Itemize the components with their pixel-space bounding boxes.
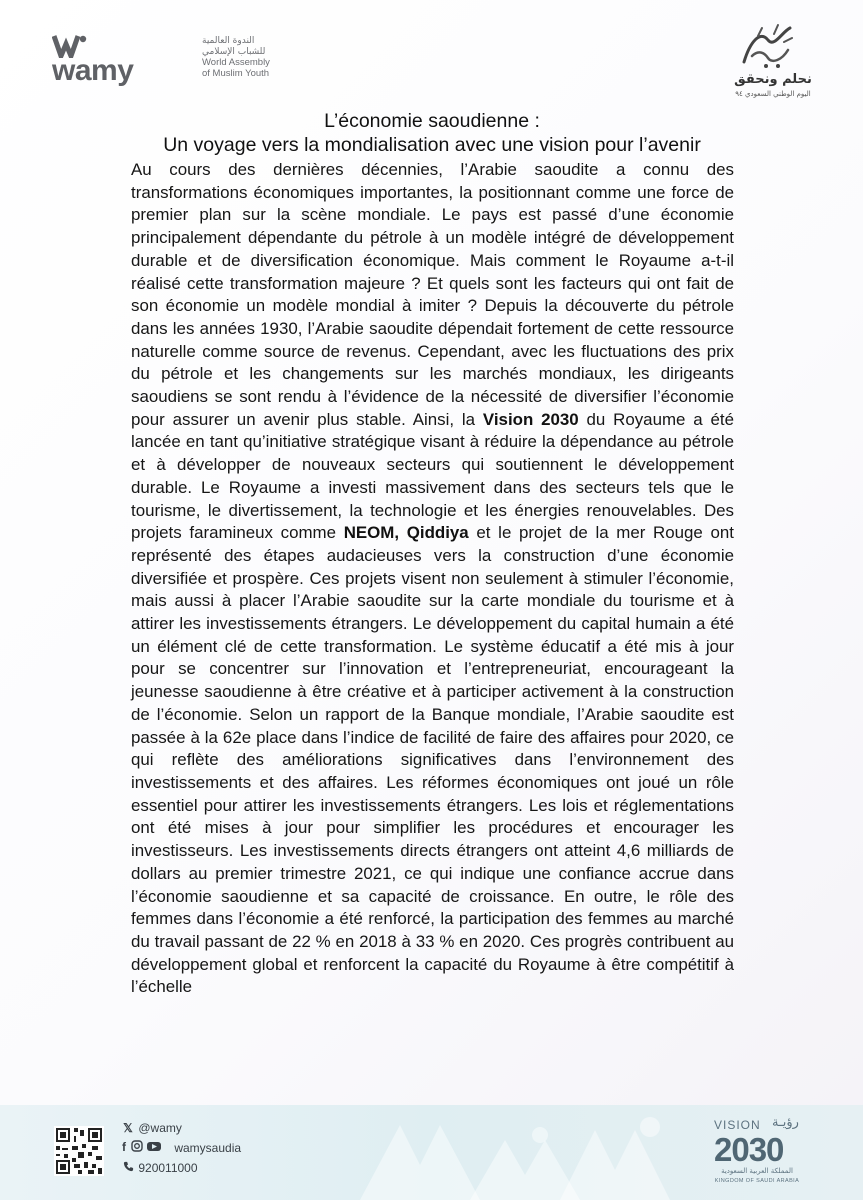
article-body-highlight: Vision 2030 bbox=[482, 409, 579, 429]
social-handle: wamysaudia bbox=[174, 1141, 242, 1155]
phone-glyph bbox=[123, 1161, 134, 1172]
wamy-english-name bbox=[202, 58, 282, 79]
wamy-english-line: of Muslim Youth bbox=[202, 67, 270, 79]
page-footer bbox=[0, 1105, 863, 1200]
article-body-highlight: NEOM, Qiddiya bbox=[343, 523, 469, 543]
facebook-instagram-youtube-icons bbox=[121, 1139, 171, 1159]
vision-label-ar: رؤيـة bbox=[772, 1115, 799, 1130]
wamy-arabic-name: الندوة العالمية للشباب الإسلامي bbox=[202, 36, 266, 57]
social-icons bbox=[121, 1140, 169, 1152]
national-day-emblem-icon bbox=[738, 22, 798, 72]
phone-number: 920011000 bbox=[138, 1161, 198, 1175]
phone-row[interactable] bbox=[121, 1158, 341, 1178]
national-day-logo bbox=[728, 22, 820, 100]
page-header bbox=[0, 0, 863, 110]
svg-text:f: f bbox=[122, 1140, 126, 1152]
vision-label-en: VISION bbox=[714, 1118, 761, 1132]
wamy-logo bbox=[52, 34, 270, 87]
phone-icon bbox=[121, 1158, 135, 1178]
article-body-text: du Royaume a été lancée en tant qu’initiative stratégique visant à réduire la dépendance au pétrole et à développer de nouveaux secteurs qui soutiennent le développement durable. Le Royaume a investi massivement dans des secteurs tels que le tourisme, le divertissement, la technologie et les énergies renouvelables. Des projets faramineux comme bbox=[131, 409, 734, 543]
article-body bbox=[131, 159, 734, 999]
twitter-row[interactable] bbox=[121, 1118, 341, 1138]
vision-year: 2030 bbox=[714, 1131, 784, 1168]
twitter-handle: @wamy bbox=[138, 1121, 182, 1135]
national-day-slogan: نحلم ونحقق bbox=[734, 72, 812, 87]
x-twitter-icon: 𝕏 bbox=[123, 1121, 133, 1135]
article-subtitle: Un voyage vers la mondialisation avec une vision pour l’avenir bbox=[163, 134, 701, 156]
kingdom-name-ar: المملكة العربية السعودية bbox=[721, 1167, 793, 1175]
social-row[interactable] bbox=[121, 1138, 341, 1158]
social-contacts bbox=[121, 1118, 341, 1178]
wamy-english-line: World Assembly bbox=[202, 57, 270, 68]
qr-code-icon[interactable] bbox=[54, 1126, 104, 1176]
vision-2030-logo bbox=[712, 1115, 812, 1195]
article-body-text: et le projet de la mer Rouge ont représenté des étapes audacieuses vers la construction d’une économie diversifiée et prospère. Ces projets visent non seulement à stimuler l’économie, mais aussi à placer l’Arabie saoudite sur la carte mondiale du tourisme et à attirer les investissements étrangers. Le développement du capital humain a été un élément clé de cette transformation. Le système éducatif a été mis à jour pour se concentrer sur l’innovation et l’entrepreneuriat, encourageant la jeunesse saoudienne à être créative et à participer activement à la construction de l’économie. Selon un rapport de la Banque mondiale, l’Arabie saoudite est passée à la 62e place dans l’indice de facilité de faire des affaires pour 2020, ce qui reflète des améliorations significatives dans l’environnement des investissements et des affaires. Les réformes économiques ont joué un rôle essentiel pour attirer les investissements étrangers. Les lois et réglementations ont été mises à jour pour simplifier les procédures et encourager les investisseurs. Les investissements directs étrangers ont atteint 4,6 milliards de dollars au premier trimestre 2021, ce qui indique une confiance accrue dans l’économie saoudienne et sa capacité de croissance. En outre, le rôle des femmes dans l’économie a été renforcé, la participation des femmes au marché du travail passant de 22 % en 2018 à 33 % en 2020. Ces progrès contribuent au développement global et renforcent la capacité du Royaume à être compétitif à l’échelle bbox=[131, 523, 734, 997]
national-day-caption: اليوم الوطني السعودي ٩٤ bbox=[735, 90, 811, 98]
article-title: L’économie saoudienne : bbox=[324, 110, 540, 132]
article-body-text: Au cours des dernières décennies, l’Arabie saoudite a connu des transformations économiques importantes, la positionnant comme une force de premier plan sur la scène mondiale. Le pays est passé d’une économie principalement dépendante du pétrole à un modèle intégré de développement durable et de diversification économique. Mais comment le Royaume a-t-il réalisé cette transformation majeure ? Et quels sont les facteurs qui ont fait de son économie un modèle mondial à imiter ? Depuis la découverte du pétrole dans les années 1930, l’Arabie saoudite dépendait fortement de cette ressource naturelle comme source de revenus. Cependant, avec les fluctuations des prix du pétrole et les changements sur les marchés mondiaux, les dirigeants saoudiens se sont rendu à l’évidence de la nécessité de diversifier l’économie pour assurer un avenir plus stable. Ainsi, la bbox=[131, 160, 734, 429]
kingdom-name-en: KINGDOM OF SAUDI ARABIA bbox=[714, 1178, 800, 1184]
wamy-wordmark: wamy bbox=[52, 54, 134, 87]
